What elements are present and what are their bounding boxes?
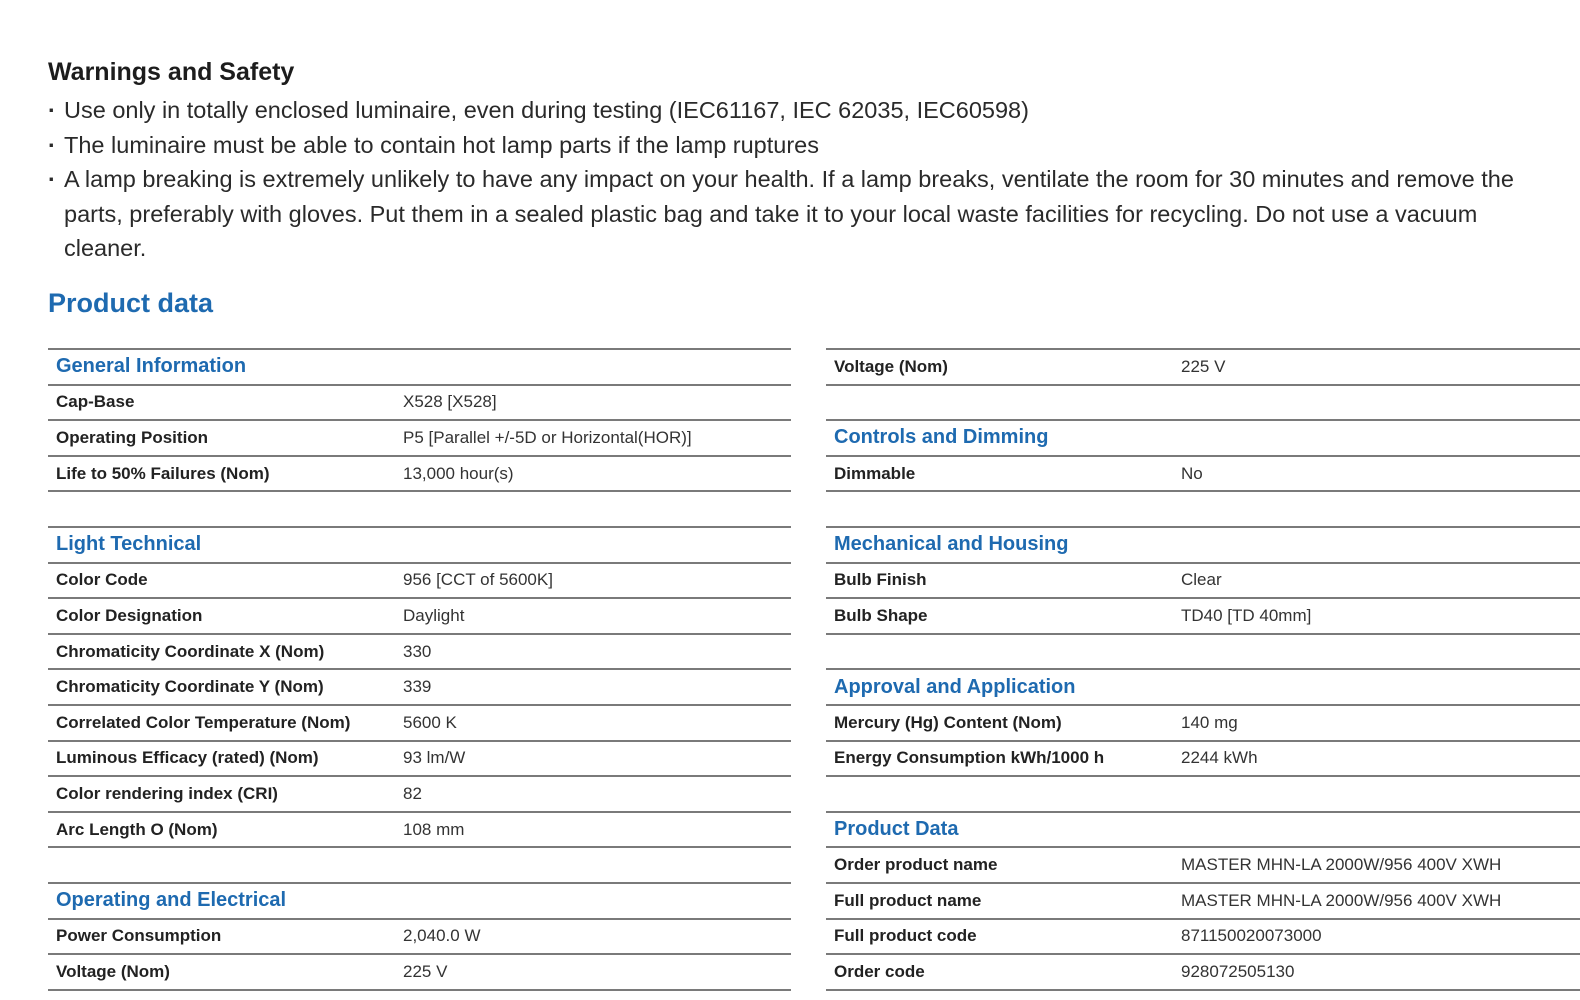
section-heading-row	[826, 526, 1580, 562]
spec-row	[826, 918, 1580, 954]
spec-row	[48, 811, 791, 847]
section-heading-row	[826, 419, 1580, 455]
spec-value: Daylight	[403, 605, 465, 625]
spec-value: 108 mm	[403, 819, 465, 839]
spec-label: Voltage (Nom)	[834, 356, 948, 376]
spec-value: MASTER MHN-LA 2000W/956 400V XWH	[1181, 890, 1502, 910]
spec-label: Energy Consumption kWh/1000 h	[834, 748, 1105, 768]
section-heading-row	[826, 811, 1580, 847]
spec-row	[826, 846, 1580, 882]
spec-label: Operating Position	[56, 427, 209, 447]
spec-label: Mercury (Hg) Content (Nom)	[834, 712, 1062, 732]
blank-row	[826, 490, 1580, 526]
section-heading: Operating and Electrical	[56, 889, 287, 912]
blank-row	[48, 846, 791, 882]
section-heading-row	[48, 348, 791, 384]
spec-row	[826, 348, 1580, 384]
spec-value: TD40 [TD 40mm]	[1181, 605, 1312, 625]
warning-item: · A lamp breaking is extremely unlikely to have any impact on your health. If a lamp breaks, ventilate the room for 30 minutes and remove the parts, preferably with gloves. Put them in a sealed plastic bag and take it to your local waste facilities for recycling. Do not use a vacuum cleaner.	[48, 162, 1538, 266]
spec-row	[48, 562, 791, 598]
spec-value: 339	[403, 677, 432, 697]
spec-value: Clear	[1181, 570, 1222, 590]
spec-value: 2,040.0 W	[403, 926, 481, 946]
spec-row	[48, 633, 791, 669]
spec-label: Voltage (Nom)	[56, 961, 170, 981]
spec-label: Arc Length O (Nom)	[56, 819, 218, 839]
blank-row	[826, 775, 1580, 811]
product-data-title: Product data	[48, 288, 214, 318]
warning-item: · The luminaire must be able to contain hot lamp parts if the lamp ruptures	[48, 128, 1538, 163]
spec-value: 140 mg	[1181, 712, 1238, 732]
spec-label: Dimmable	[834, 463, 916, 483]
spec-value: 225 V	[1181, 356, 1226, 376]
spec-label: Color Designation	[56, 605, 203, 625]
spec-row	[48, 597, 791, 633]
spec-row	[826, 455, 1580, 491]
spec-row	[48, 704, 791, 740]
spec-label: Order product name	[834, 855, 998, 875]
product-data-left-column	[48, 348, 791, 991]
warnings-list	[48, 93, 1538, 266]
spec-value: 871150020073000	[1181, 926, 1322, 946]
warning-item: · Use only in totally enclosed luminaire, even during testing (IEC61167, IEC 62035, IEC60598)	[48, 93, 1538, 128]
section-heading: Light Technical	[56, 533, 202, 556]
spec-row	[48, 775, 791, 811]
section-heading: Product Data	[834, 818, 959, 841]
spec-value: 956 [CCT of 5600K]	[403, 570, 553, 590]
spec-row	[48, 419, 791, 455]
spec-value: 82	[403, 783, 422, 803]
blank-row	[826, 384, 1580, 420]
product-data-right-column	[826, 348, 1580, 991]
section-heading-row	[826, 668, 1580, 704]
spec-row	[48, 953, 791, 991]
spec-label: Color rendering index (CRI)	[56, 783, 278, 803]
spec-row	[48, 668, 791, 704]
spec-value: 13,000 hour(s)	[403, 463, 514, 483]
spec-value: 225 V	[403, 961, 448, 981]
spec-value: 5600 K	[403, 712, 457, 732]
spec-row	[826, 704, 1580, 740]
spec-value: 93 lm/W	[403, 748, 466, 768]
spec-label: Bulb Shape	[834, 605, 928, 625]
spec-label: Full product code	[834, 926, 977, 946]
spec-label: Luminous Efficacy (rated) (Nom)	[56, 748, 319, 768]
spec-label: Life to 50% Failures (Nom)	[56, 463, 270, 483]
spec-label: Chromaticity Coordinate X (Nom)	[56, 641, 325, 661]
warnings-title: Warnings and Safety	[48, 58, 295, 86]
spec-label: Chromaticity Coordinate Y (Nom)	[56, 677, 324, 697]
spec-label: Bulb Finish	[834, 570, 927, 590]
spec-row	[826, 882, 1580, 918]
spec-row	[48, 384, 791, 420]
section-heading: Mechanical and Housing	[834, 533, 1069, 556]
spec-value: MASTER MHN-LA 2000W/956 400V XWH	[1181, 855, 1502, 875]
spec-row	[826, 953, 1580, 991]
spec-value: 2244 kWh	[1181, 748, 1258, 768]
spec-value: 330	[403, 641, 432, 661]
spec-value: P5 [Parallel +/-5D or Horizontal(HOR)]	[403, 427, 692, 447]
spec-label: Order code	[834, 961, 925, 981]
section-heading: Approval and Application	[834, 675, 1076, 698]
spec-label: Cap-Base	[56, 392, 135, 412]
spec-row	[826, 597, 1580, 633]
spec-row	[48, 455, 791, 491]
section-heading: General Information	[56, 355, 247, 378]
blank-row	[826, 633, 1580, 669]
spec-value: 928072505130	[1181, 961, 1295, 981]
section-heading-row	[48, 882, 791, 918]
spec-label: Full product name	[834, 890, 982, 910]
section-heading-row	[48, 526, 791, 562]
spec-row	[48, 918, 791, 954]
blank-row	[48, 490, 791, 526]
section-heading: Controls and Dimming	[834, 426, 1049, 449]
spec-row	[48, 740, 791, 776]
spec-row	[826, 562, 1580, 598]
spec-label: Color Code	[56, 570, 148, 590]
spec-value: No	[1181, 463, 1203, 483]
spec-row	[826, 740, 1580, 776]
spec-label: Power Consumption	[56, 926, 222, 946]
spec-label: Correlated Color Temperature (Nom)	[56, 712, 351, 732]
spec-value: X528 [X528]	[403, 392, 497, 412]
